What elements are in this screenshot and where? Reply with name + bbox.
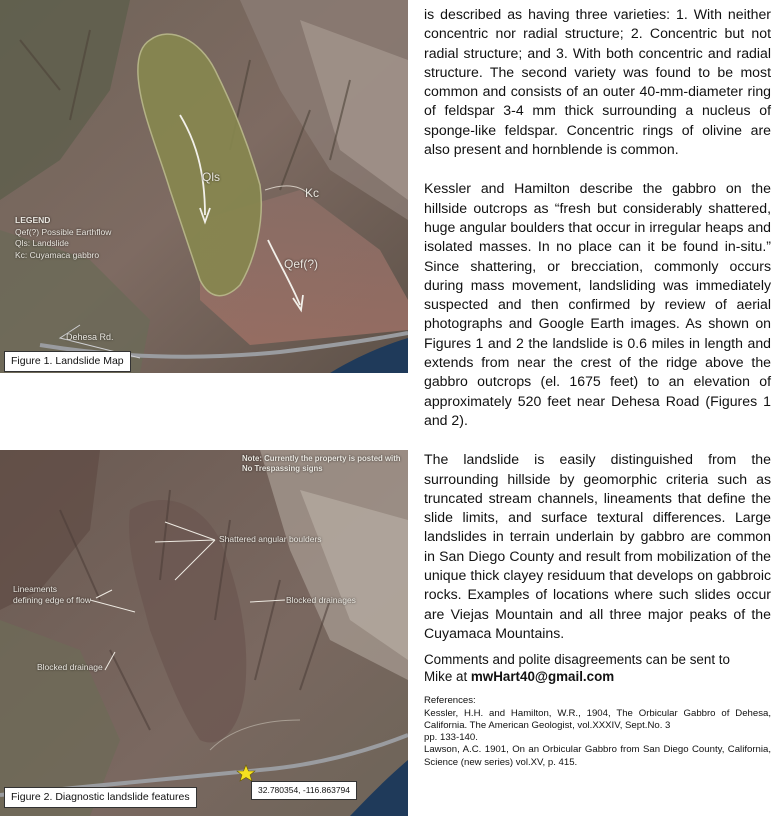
legend-item: Kc: Cuyamaca gabbro (15, 249, 100, 260)
posting-note (242, 454, 401, 474)
figure-2-caption: Figure 2. Diagnostic landslide features (4, 787, 197, 808)
aerial-image-2 (0, 450, 408, 816)
aerial-image-1 (0, 0, 408, 373)
label-shattered-boulders: Shattered angular boulders (219, 534, 322, 544)
contact-prefix: Mike at (424, 669, 471, 685)
legend-item: Qls: Landslide (15, 238, 69, 248)
label-blocked-drainage: Blocked drainage (37, 662, 103, 672)
note-line: Note: Currently the property is posted with (242, 454, 401, 463)
label-kc: Kc (305, 186, 320, 200)
reference-item: pp. 133-140. (424, 732, 478, 744)
contact-line: Comments and polite disagreements can be sent to (424, 652, 730, 668)
label-line: Lineaments (13, 584, 57, 594)
label-lineaments (13, 584, 91, 606)
figure-1-caption: Figure 1. Landslide Map (4, 351, 131, 372)
contact-note (424, 651, 771, 685)
reference-item: Kessler, H.H. and Hamilton, W.R., 1904, The Orbicular Gabbro of Dehesa, California. The American Geologist, vol.XXXIV, Sept.No. 3 (424, 707, 771, 731)
article-text-column (424, 5, 771, 769)
figure-1-landslide-map (0, 0, 408, 373)
coordinates-box: 32.780354, -116.863794 (251, 781, 357, 800)
note-line: No Trespassing signs (242, 464, 323, 473)
references (424, 695, 771, 769)
paragraph: Kessler and Hamilton describe the gabbro on the hillside outcrops as “fresh but considerably shattered, huge angular boulders that occur in irregular heaps and isolated masses. In no place can it be found in-situ.” Since shattering, or brecciation, commonly occurs during mass movement, landsliding was immediately suspected and then confirmed by review of aerial photographs and Google Earth images. As shown on Figures 1 and 2 the landslide is 0.6 miles in length and extends from near the crest of the ridge above the gabbro outcrops (el. 1675 feet) to an elevation of approximately 520 feet near Dehesa Road (Figures 1 and 2). (424, 180, 771, 428)
legend-item: Qef(?) Possible Earthflow (15, 226, 112, 237)
figure-2-diagnostic-features (0, 450, 408, 816)
label-qls: Qls (202, 170, 220, 184)
paragraph: is described as having three varieties: 1. With neither concentric nor radial structure; 2. Concentric but not radial structure; and 3. With both concentric and radial structure. The second variety was found to be most common and consists of an outer 40-mm-diameter ring of feldspar 3-4 mm thick surrounding a nucleus of sponge-like feldspar. Concentric rings of olivine are also present and hornblende is common. (424, 6, 771, 158)
reference-item: Lawson, A.C. 1901, On an Orbicular Gabbro from San Diego County, California, Science (new series) vol.XV, p. 415. (424, 744, 771, 768)
map-legend (15, 215, 111, 261)
label-blocked-drainages: Blocked drainages (286, 595, 356, 605)
email-link[interactable]: mwHart40@gmail.com (470, 669, 615, 685)
label-road: Dehesa Rd. (66, 332, 114, 342)
references-title: References: (424, 695, 476, 707)
contact-line (424, 668, 771, 685)
legend-title: LEGEND (15, 215, 51, 225)
paragraph: The landslide is easily distinguished from the surrounding hillside by geomorphic criteria such as truncated stream channels, lineaments that define the slide limits, and surface textural differences. Large landslides in terrain underlain by gabbro are common in San Diego County and result from mobilization of the unique thick clayey residuum that develops on gabbroic rocks. Examples of locations where such slides occur are Viejas Mountain and all three major peaks of the Cuyamaca Mountains. (424, 451, 771, 641)
label-line: defining edge of flow (13, 595, 91, 605)
label-qef: Qef(?) (284, 257, 319, 271)
